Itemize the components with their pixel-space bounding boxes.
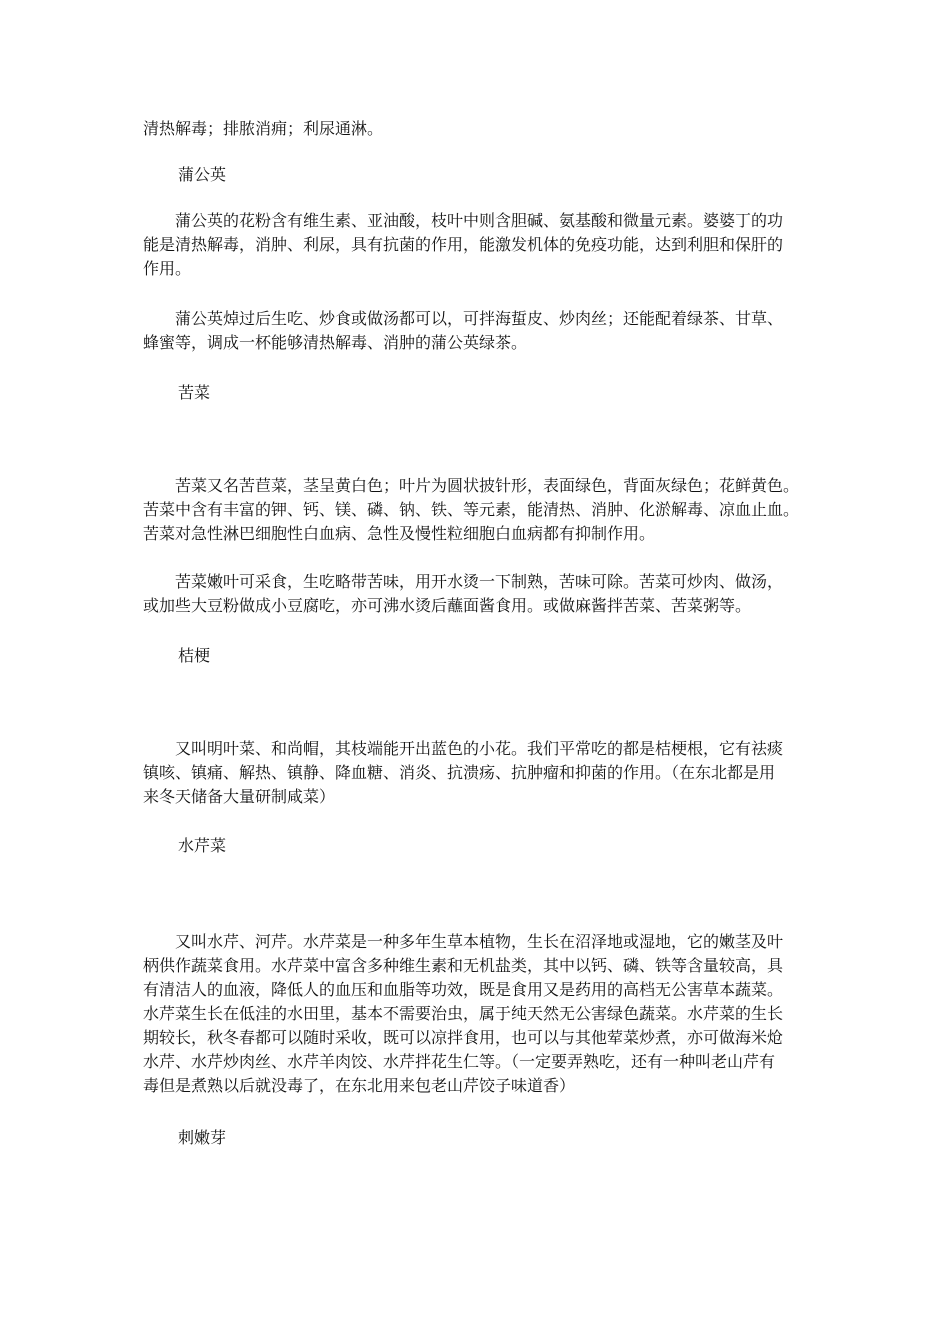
text-line: 来冬天储备大量研制咸菜） — [143, 787, 336, 806]
text-line: 又叫水芹、河芹。水芹菜是一种多年生草本植物，生长在沼泽地或湿地，它的嫩茎及叶 — [143, 932, 784, 951]
text-line: 柄供作蔬菜食用。水芹菜中富含多种维生素和无机盐类，其中以钙、磷、铁等含量较高，具 — [143, 956, 784, 975]
section-heading-shuiqincai: 水芹菜 — [178, 836, 227, 855]
text-line: 能是清热解毒，消肿、利尿，具有抗菌的作用，能激发机体的免疫功能，达到利胆和保肝的 — [143, 235, 784, 254]
section-heading-kucai: 苦菜 — [178, 383, 211, 402]
text-line: 清热解毒；排脓消痈；利尿通淋。 — [143, 119, 384, 138]
text-line: 镇咳、镇痛、解热、镇静、降血糖、消炎、抗溃疡、抗肿瘤和抑菌的作用。（在东北都是用 — [143, 763, 776, 782]
paragraph — [143, 930, 808, 1098]
paragraph — [143, 307, 808, 355]
text-line: 苦菜中含有丰富的钾、钙、镁、磷、钠、铁、等元素，能清热、消肿、化淤解毒、凉血止血。 — [143, 500, 800, 519]
paragraph — [143, 209, 808, 281]
text-line: 蜂蜜等，调成一杯能够清热解毒、消肿的蒲公英绿茶。 — [143, 333, 528, 352]
section-heading-pugongying: 蒲公英 — [178, 165, 227, 184]
section-heading-cinenya: 刺嫩芽 — [178, 1128, 227, 1147]
paragraph — [143, 474, 808, 546]
paragraph — [143, 737, 808, 809]
text-line: 水芹菜生长在低洼的水田里，基本不需要治虫，属于纯天然无公害绿色蔬菜。水芹菜的生长 — [143, 1004, 784, 1023]
text-line: 作用。 — [143, 259, 192, 278]
text-line: 水芹、水芹炒肉丝、水芹羊肉饺、水芹拌花生仁等。（一定要弄熟吃，还有一种叫老山芹有 — [143, 1052, 776, 1071]
text-line: 苦菜又名苦苣菜，茎呈黄白色；叶片为圆状披针形，表面绿色，背面灰绿色；花鲜黄色。 — [143, 476, 800, 495]
text-line: 蒲公英的花粉含有维生素、亚油酸，枝叶中则含胆碱、氨基酸和微量元素。婆婆丁的功 — [143, 211, 784, 230]
text-line: 苦菜对急性淋巴细胞性白血病、急性及慢性粒细胞白血病都有抑制作用。 — [143, 524, 656, 543]
intro-line — [143, 117, 808, 141]
text-line: 或加些大豆粉做成小豆腐吃，亦可沸水烫后蘸面酱食用。或做麻酱拌苦菜、苦菜粥等。 — [143, 596, 752, 615]
text-line: 有清洁人的血液，降低人的血压和血脂等功效，既是食用又是药用的高档无公害草本蔬菜。 — [143, 980, 784, 999]
paragraph — [143, 570, 808, 618]
text-line: 苦菜嫩叶可采食，生吃略带苦味，用开水烫一下制熟，苦味可除。苦菜可炒肉、做汤， — [143, 572, 784, 591]
text-line: 又叫明叶菜、和尚帽，其枝端能开出蓝色的小花。我们平常吃的都是桔梗根，它有祛痰 — [143, 739, 784, 758]
text-line: 期较长，秋冬春都可以随时采收，既可以凉拌食用，也可以与其他荤菜炒煮，亦可做海米炝 — [143, 1028, 784, 1047]
section-heading-jiegeng: 桔梗 — [178, 646, 211, 665]
text-line: 毒但是煮熟以后就没毒了，在东北用来包老山芹饺子味道香） — [143, 1076, 576, 1095]
text-line: 蒲公英焯过后生吃、炒食或做汤都可以，可拌海蜇皮、炒肉丝；还能配着绿茶、甘草、 — [143, 309, 784, 328]
